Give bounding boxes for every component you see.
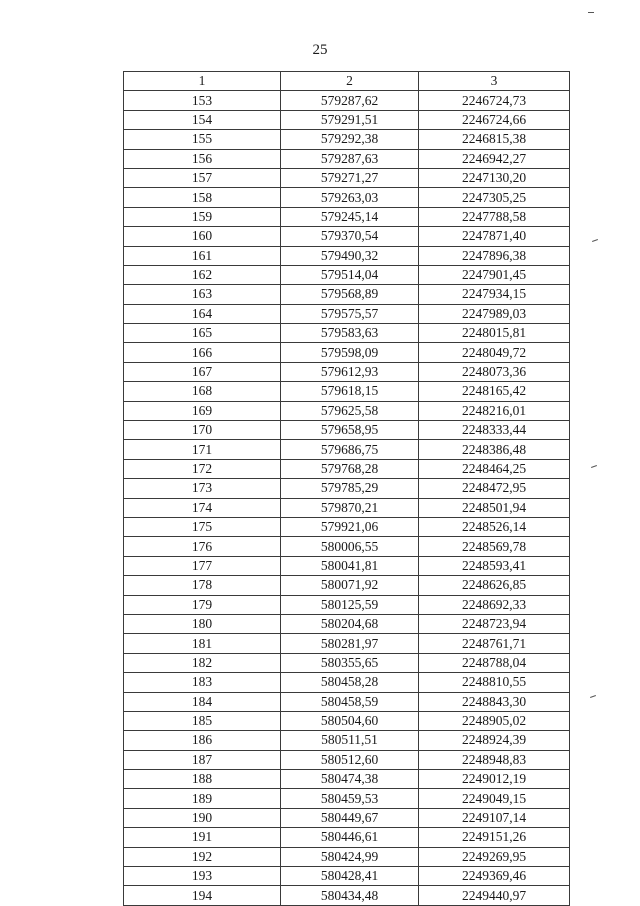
- table-row: [124, 692, 570, 711]
- x-coordinate-cell: 579245,14: [281, 207, 419, 226]
- table-row: [124, 731, 570, 750]
- y-coordinate-cell: 2248692,33: [419, 595, 570, 614]
- table-row: [124, 498, 570, 517]
- x-coordinate-cell: 580459,53: [281, 789, 419, 808]
- point-number-cell: 159: [124, 207, 281, 226]
- x-coordinate-cell: 580449,67: [281, 808, 419, 827]
- y-coordinate-cell: 2248472,95: [419, 479, 570, 498]
- y-coordinate-cell: 2248526,14: [419, 517, 570, 536]
- table-row: [124, 828, 570, 847]
- table-row: [124, 653, 570, 672]
- table-row: [124, 149, 570, 168]
- table-row: [124, 188, 570, 207]
- y-coordinate-cell: 2247934,15: [419, 285, 570, 304]
- scan-margin-mark: [588, 12, 594, 13]
- y-coordinate-cell: 2247130,20: [419, 168, 570, 187]
- x-coordinate-cell: 579568,89: [281, 285, 419, 304]
- point-number-cell: 171: [124, 440, 281, 459]
- table-row: [124, 479, 570, 498]
- x-coordinate-cell: 580125,59: [281, 595, 419, 614]
- scan-margin-mark: [591, 465, 597, 468]
- point-number-cell: 194: [124, 886, 281, 905]
- x-coordinate-cell: 580446,61: [281, 828, 419, 847]
- y-coordinate-cell: 2247901,45: [419, 265, 570, 284]
- y-coordinate-cell: 2246724,66: [419, 110, 570, 129]
- x-coordinate-cell: 579618,15: [281, 382, 419, 401]
- point-number-cell: 158: [124, 188, 281, 207]
- point-number-cell: 157: [124, 168, 281, 187]
- table-row: [124, 576, 570, 595]
- x-coordinate-cell: 580355,65: [281, 653, 419, 672]
- point-number-cell: 187: [124, 750, 281, 769]
- x-coordinate-cell: 579514,04: [281, 265, 419, 284]
- table-row: [124, 867, 570, 886]
- table-header-row: [124, 72, 570, 91]
- x-coordinate-cell: 579575,57: [281, 304, 419, 323]
- y-coordinate-cell: 2248924,39: [419, 731, 570, 750]
- point-number-cell: 170: [124, 421, 281, 440]
- x-coordinate-cell: 580474,38: [281, 770, 419, 789]
- point-number-cell: 173: [124, 479, 281, 498]
- point-number-cell: 166: [124, 343, 281, 362]
- point-number-cell: 177: [124, 556, 281, 575]
- table-row: [124, 517, 570, 536]
- y-coordinate-cell: 2248723,94: [419, 614, 570, 633]
- x-coordinate-cell: 580458,59: [281, 692, 419, 711]
- point-number-cell: 182: [124, 653, 281, 672]
- table-row: [124, 459, 570, 478]
- point-number-cell: 186: [124, 731, 281, 750]
- table-body: [124, 91, 570, 905]
- table-row: [124, 789, 570, 808]
- x-coordinate-cell: 580428,41: [281, 867, 419, 886]
- y-coordinate-cell: 2248593,41: [419, 556, 570, 575]
- y-coordinate-cell: 2248464,25: [419, 459, 570, 478]
- y-coordinate-cell: 2247871,40: [419, 227, 570, 246]
- y-coordinate-cell: 2248626,85: [419, 576, 570, 595]
- y-coordinate-cell: 2246724,73: [419, 91, 570, 110]
- table-row: [124, 750, 570, 769]
- table-row: [124, 343, 570, 362]
- y-coordinate-cell: 2248905,02: [419, 711, 570, 730]
- x-coordinate-cell: 580204,68: [281, 614, 419, 633]
- table-row: [124, 711, 570, 730]
- point-number-cell: 164: [124, 304, 281, 323]
- y-coordinate-cell: 2249012,19: [419, 770, 570, 789]
- point-number-cell: 162: [124, 265, 281, 284]
- point-number-cell: 154: [124, 110, 281, 129]
- x-coordinate-cell: 579263,03: [281, 188, 419, 207]
- x-coordinate-cell: 579598,09: [281, 343, 419, 362]
- x-coordinate-cell: 579658,95: [281, 421, 419, 440]
- table-row: [124, 614, 570, 633]
- y-coordinate-cell: 2248501,94: [419, 498, 570, 517]
- page-number: 25: [312, 42, 328, 58]
- x-coordinate-cell: 579921,06: [281, 517, 419, 536]
- point-number-cell: 176: [124, 537, 281, 556]
- point-number-cell: 175: [124, 517, 281, 536]
- x-coordinate-cell: 579583,63: [281, 324, 419, 343]
- point-number-cell: 160: [124, 227, 281, 246]
- x-coordinate-cell: 579287,62: [281, 91, 419, 110]
- table-row: [124, 886, 570, 905]
- y-coordinate-cell: 2249440,97: [419, 886, 570, 905]
- x-coordinate-cell: 580512,60: [281, 750, 419, 769]
- table-row: [124, 847, 570, 866]
- point-number-cell: 172: [124, 459, 281, 478]
- point-number-cell: 191: [124, 828, 281, 847]
- table-row: [124, 91, 570, 110]
- y-coordinate-cell: 2247305,25: [419, 188, 570, 207]
- point-number-cell: 183: [124, 673, 281, 692]
- table-row: [124, 304, 570, 323]
- x-coordinate-cell: 579287,63: [281, 149, 419, 168]
- point-number-cell: 178: [124, 576, 281, 595]
- y-coordinate-cell: 2249049,15: [419, 789, 570, 808]
- y-coordinate-cell: 2249269,95: [419, 847, 570, 866]
- point-number-cell: 179: [124, 595, 281, 614]
- x-coordinate-cell: 579370,54: [281, 227, 419, 246]
- y-coordinate-cell: 2249369,46: [419, 867, 570, 886]
- point-number-cell: 165: [124, 324, 281, 343]
- coordinates-table: [123, 71, 570, 906]
- y-coordinate-cell: 2247788,58: [419, 207, 570, 226]
- column-header-1: 1: [124, 72, 281, 91]
- column-header-3: 3: [419, 72, 570, 91]
- table-row: [124, 285, 570, 304]
- table-row: [124, 556, 570, 575]
- y-coordinate-cell: 2247896,38: [419, 246, 570, 265]
- x-coordinate-cell: 579785,29: [281, 479, 419, 498]
- table-row: [124, 130, 570, 149]
- y-coordinate-cell: 2247989,03: [419, 304, 570, 323]
- point-number-cell: 167: [124, 362, 281, 381]
- table-row: [124, 421, 570, 440]
- x-coordinate-cell: 580504,60: [281, 711, 419, 730]
- point-number-cell: 153: [124, 91, 281, 110]
- x-coordinate-cell: 580458,28: [281, 673, 419, 692]
- x-coordinate-cell: 579490,32: [281, 246, 419, 265]
- table-row: [124, 168, 570, 187]
- y-coordinate-cell: 2249107,14: [419, 808, 570, 827]
- table-row: [124, 265, 570, 284]
- x-coordinate-cell: 579291,51: [281, 110, 419, 129]
- x-coordinate-cell: 579292,38: [281, 130, 419, 149]
- point-number-cell: 188: [124, 770, 281, 789]
- column-header-2: 2: [281, 72, 419, 91]
- x-coordinate-cell: 580071,92: [281, 576, 419, 595]
- x-coordinate-cell: 580281,97: [281, 634, 419, 653]
- table-row: [124, 440, 570, 459]
- y-coordinate-cell: 2248948,83: [419, 750, 570, 769]
- point-number-cell: 161: [124, 246, 281, 265]
- point-number-cell: 174: [124, 498, 281, 517]
- table-row: [124, 324, 570, 343]
- table-row: [124, 537, 570, 556]
- point-number-cell: 180: [124, 614, 281, 633]
- y-coordinate-cell: 2248386,48: [419, 440, 570, 459]
- x-coordinate-cell: 579686,75: [281, 440, 419, 459]
- scan-margin-mark: [590, 695, 596, 698]
- point-number-cell: 163: [124, 285, 281, 304]
- y-coordinate-cell: 2248810,55: [419, 673, 570, 692]
- y-coordinate-cell: 2248761,71: [419, 634, 570, 653]
- table-row: [124, 207, 570, 226]
- table-row: [124, 362, 570, 381]
- x-coordinate-cell: 580041,81: [281, 556, 419, 575]
- table-row: [124, 110, 570, 129]
- point-number-cell: 168: [124, 382, 281, 401]
- y-coordinate-cell: 2248216,01: [419, 401, 570, 420]
- x-coordinate-cell: 580424,99: [281, 847, 419, 866]
- point-number-cell: 185: [124, 711, 281, 730]
- point-number-cell: 181: [124, 634, 281, 653]
- y-coordinate-cell: 2246815,38: [419, 130, 570, 149]
- y-coordinate-cell: 2248788,04: [419, 653, 570, 672]
- x-coordinate-cell: 579870,21: [281, 498, 419, 517]
- y-coordinate-cell: 2248049,72: [419, 343, 570, 362]
- x-coordinate-cell: 579625,58: [281, 401, 419, 420]
- y-coordinate-cell: 2249151,26: [419, 828, 570, 847]
- point-number-cell: 189: [124, 789, 281, 808]
- point-number-cell: 193: [124, 867, 281, 886]
- y-coordinate-cell: 2248843,30: [419, 692, 570, 711]
- table-row: [124, 246, 570, 265]
- table-row: [124, 595, 570, 614]
- y-coordinate-cell: 2246942,27: [419, 149, 570, 168]
- table-row: [124, 382, 570, 401]
- point-number-cell: 169: [124, 401, 281, 420]
- point-number-cell: 184: [124, 692, 281, 711]
- x-coordinate-cell: 579768,28: [281, 459, 419, 478]
- y-coordinate-cell: 2248165,42: [419, 382, 570, 401]
- table-row: [124, 227, 570, 246]
- y-coordinate-cell: 2248569,78: [419, 537, 570, 556]
- x-coordinate-cell: 579271,27: [281, 168, 419, 187]
- x-coordinate-cell: 579612,93: [281, 362, 419, 381]
- y-coordinate-cell: 2248015,81: [419, 324, 570, 343]
- scan-margin-mark: [592, 239, 598, 242]
- table-row: [124, 673, 570, 692]
- point-number-cell: 192: [124, 847, 281, 866]
- point-number-cell: 190: [124, 808, 281, 827]
- x-coordinate-cell: 580511,51: [281, 731, 419, 750]
- x-coordinate-cell: 580006,55: [281, 537, 419, 556]
- y-coordinate-cell: 2248333,44: [419, 421, 570, 440]
- table-row: [124, 770, 570, 789]
- table-row: [124, 808, 570, 827]
- point-number-cell: 156: [124, 149, 281, 168]
- y-coordinate-cell: 2248073,36: [419, 362, 570, 381]
- point-number-cell: 155: [124, 130, 281, 149]
- table-row: [124, 401, 570, 420]
- table-row: [124, 634, 570, 653]
- x-coordinate-cell: 580434,48: [281, 886, 419, 905]
